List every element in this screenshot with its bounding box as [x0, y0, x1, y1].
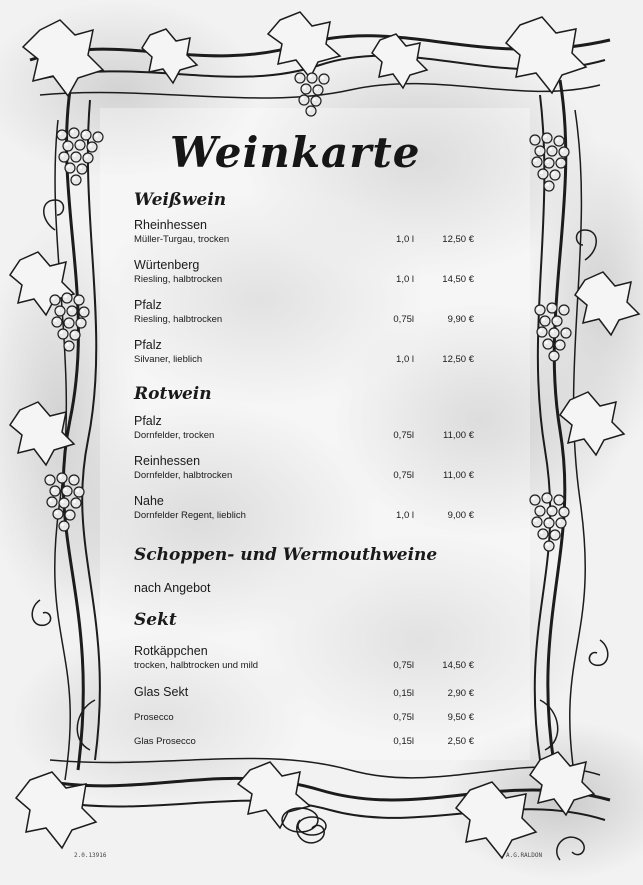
wine-volume: 0,75l — [393, 314, 414, 325]
sekt-volume: 0,15l — [393, 688, 414, 699]
signature-right: A.G.RALDON — [506, 852, 543, 859]
section-heading-rotwein: Rotwein — [134, 384, 212, 404]
sekt-volume: 0,75l — [393, 660, 414, 671]
wine-region: Pfalz — [134, 414, 162, 428]
signature-left: 2.0.13916 — [74, 852, 107, 859]
wine-description: Riesling, halbtrocken — [134, 314, 223, 325]
wine-volume: 1,0 l — [396, 274, 414, 285]
wine-description: Dornfelder Regent, lieblich — [134, 510, 246, 521]
sekt-price: 2,90 € — [447, 688, 474, 699]
wine-region: Rheinhessen — [134, 218, 207, 232]
sekt-price: 9,50 € — [447, 712, 474, 723]
section-heading-weisswein: Weißwein — [134, 190, 227, 210]
wine-volume: 1,0 l — [396, 234, 414, 245]
wine-description: Silvaner, lieblich — [134, 354, 203, 365]
wine-price: 12,50 € — [442, 234, 474, 245]
wine-price: 9,00 € — [447, 510, 474, 521]
wine-region: Pfalz — [134, 298, 162, 312]
wine-price: 12,50 € — [442, 354, 474, 365]
sekt-volume: 0,75l — [393, 712, 414, 723]
wine-volume: 1,0 l — [396, 354, 414, 365]
sekt-description: trocken, halbtrocken und mild — [134, 660, 259, 671]
wine-description: Dornfelder, halbtrocken — [134, 470, 233, 481]
wine-volume: 1,0 l — [396, 510, 414, 521]
wine-price: 11,00 € — [443, 430, 474, 441]
wine-description: Müller-Turgau, trocken — [134, 234, 230, 245]
wine-description: Dornfelder, trocken — [134, 430, 215, 441]
sekt-price: 14,50 € — [442, 660, 474, 671]
sekt-name: Glas Prosecco — [134, 736, 196, 747]
wine-price: 11,00 € — [443, 470, 474, 481]
section-heading-sekt: Sekt — [134, 610, 177, 630]
sekt-name: Prosecco — [134, 712, 174, 723]
wine-region: Würtenberg — [134, 258, 200, 272]
section-heading-schoppen: Schoppen- und Wermouthweine — [134, 545, 438, 565]
wine-volume: 0,75l — [393, 470, 414, 481]
sekt-price: 2,50 € — [447, 736, 474, 747]
wine-price: 9,90 € — [447, 314, 474, 325]
wine-region: Pfalz — [134, 338, 162, 352]
sekt-name: Rotkäppchen — [134, 644, 208, 658]
menu-title: Weinkarte — [170, 128, 421, 177]
wine-region: Nahe — [134, 494, 164, 508]
wine-description: Riesling, halbtrocken — [134, 274, 223, 285]
wine-region: Reinhessen — [134, 454, 201, 468]
wine-volume: 0,75l — [393, 430, 414, 441]
schoppen-note: nach Angebot — [134, 581, 211, 595]
sekt-volume: 0,15l — [393, 736, 414, 747]
sekt-name: Glas Sekt — [134, 685, 189, 699]
wine-price: 14,50 € — [442, 274, 474, 285]
